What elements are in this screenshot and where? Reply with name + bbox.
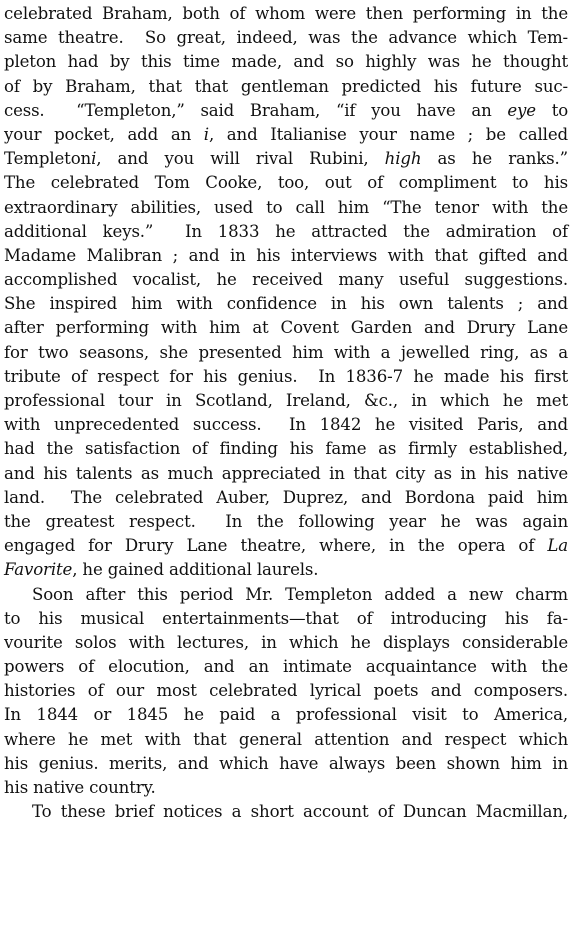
italic-text: eye: [507, 100, 536, 120]
italic-text: high: [384, 149, 422, 169]
text-segment: and his talents as much appreciated in that city as in his native: [4, 463, 568, 483]
text-segment: to: [535, 100, 568, 120]
text-line: [4, 75, 568, 99]
text-segment: celebrated Braham, both of whom were then performing in the: [4, 4, 568, 23]
text-line: [4, 147, 568, 171]
text-segment: extraordinary abilities, used to call him “The tenor with the: [4, 197, 568, 217]
text-line: [4, 631, 568, 655]
text-line: [4, 389, 568, 413]
paragraph-end-line: [4, 776, 568, 800]
text-segment: his native country.: [4, 778, 156, 797]
paragraph-start-line: [4, 583, 568, 607]
text-line: [4, 244, 568, 268]
text-segment: land. The celebrated Auber, Duprez, and Bordona paid him: [4, 487, 568, 507]
text-segment: had the satisfaction of finding his fame as firmly established,: [4, 439, 568, 459]
text-line: [4, 607, 568, 631]
text-segment: where he met with that general attention and respect which: [4, 729, 568, 749]
text-line: [4, 171, 568, 195]
text-line: [4, 26, 568, 50]
book-page: [4, 2, 568, 824]
text-line: [4, 703, 568, 727]
text-segment: tribute of respect for his genius. In 1836-7 he made his first: [4, 366, 568, 386]
text-line: [4, 292, 568, 316]
text-segment: , and you will rival Rubini,: [96, 149, 385, 169]
text-line: [4, 413, 568, 437]
text-segment: his genius. merits, and which have always been shown him in: [4, 753, 568, 773]
text-segment: cess. “Templeton,” said Braham, “if you have an: [4, 100, 508, 120]
text-segment: , he gained additional laurels.: [72, 560, 319, 580]
text-segment: The celebrated Tom Cooke, too, out of compliment to his: [4, 173, 568, 193]
text-line: [4, 99, 568, 123]
text-line: [4, 486, 568, 510]
text-segment: your pocket, add an: [4, 124, 204, 144]
text-line: [4, 316, 568, 340]
text-line: [4, 752, 568, 776]
text-segment: with unprecedented success. In 1842 he visited Paris, and: [4, 415, 568, 435]
text-segment: professional tour in Scotland, Ireland, &c., in which he met: [4, 391, 568, 410]
text-line: [4, 365, 568, 389]
paragraph-end-line: [4, 558, 568, 582]
text-line: [4, 196, 568, 220]
text-segment: To these brief notices a short account of Duncan Macmillan,: [32, 802, 568, 822]
text-segment: as he ranks.”: [421, 149, 568, 169]
text-segment: She inspired him with confidence in his own talents ; and: [4, 294, 568, 314]
text-segment: after performing with him at Covent Garden and Drury Lane: [4, 318, 568, 338]
text-segment: histories of our most celebrated lyrical poets and composers.: [4, 681, 568, 701]
italic-text: i: [91, 149, 97, 169]
text-segment: additional keys.” In 1833 he attracted the admiration of: [4, 221, 568, 241]
text-line: [4, 534, 568, 558]
text-segment: Madame Malibran ; and in his interviews with that gifted and: [4, 245, 568, 265]
text-line: [4, 437, 568, 461]
text-segment: for two seasons, she presented him with a jewelled ring, as a: [4, 342, 568, 362]
text-segment: to his musical entertainments—that of introducing his fa-: [4, 608, 568, 628]
text-segment: Templeton: [4, 149, 92, 169]
text-segment: of by Braham, that that gentleman predicted his future suc-: [4, 76, 568, 96]
italic-text: i: [203, 124, 209, 144]
text-segment: pleton had by this time made, and so highly was he thought: [4, 52, 568, 72]
text-segment: the greatest respect. In the following year he was again: [4, 511, 568, 531]
text-line: [4, 510, 568, 534]
text-line: [4, 50, 568, 74]
text-segment: engaged for Drury Lane theatre, where, in the opera of: [4, 536, 548, 556]
text-line: [4, 268, 568, 292]
text-segment: same theatre. So great, indeed, was the advance which Tem-: [4, 28, 568, 48]
text-line: [4, 655, 568, 679]
text-line: [4, 220, 568, 244]
text-line: [4, 679, 568, 703]
text-line: [4, 123, 568, 147]
text-line: [4, 462, 568, 486]
paragraph-start-line: [4, 800, 568, 824]
text-line: [4, 728, 568, 752]
text-segment: powers of elocution, and an intimate acquaintance with the: [4, 657, 568, 677]
text-segment: Soon after this period Mr. Templeton added a new charm: [32, 584, 568, 604]
text-segment: , and Italianise your name ; be called: [208, 124, 568, 144]
text-segment: accomplished vocalist, he received many useful suggestions.: [4, 270, 568, 290]
text-segment: vourite solos with lectures, in which he displays considerable: [4, 632, 568, 652]
italic-text: La: [547, 536, 568, 556]
text-line: [4, 341, 568, 365]
text-line: [4, 2, 568, 26]
text-segment: In 1844 or 1845 he paid a professional visit to America,: [4, 705, 568, 725]
italic-text: Favorite: [4, 560, 73, 580]
